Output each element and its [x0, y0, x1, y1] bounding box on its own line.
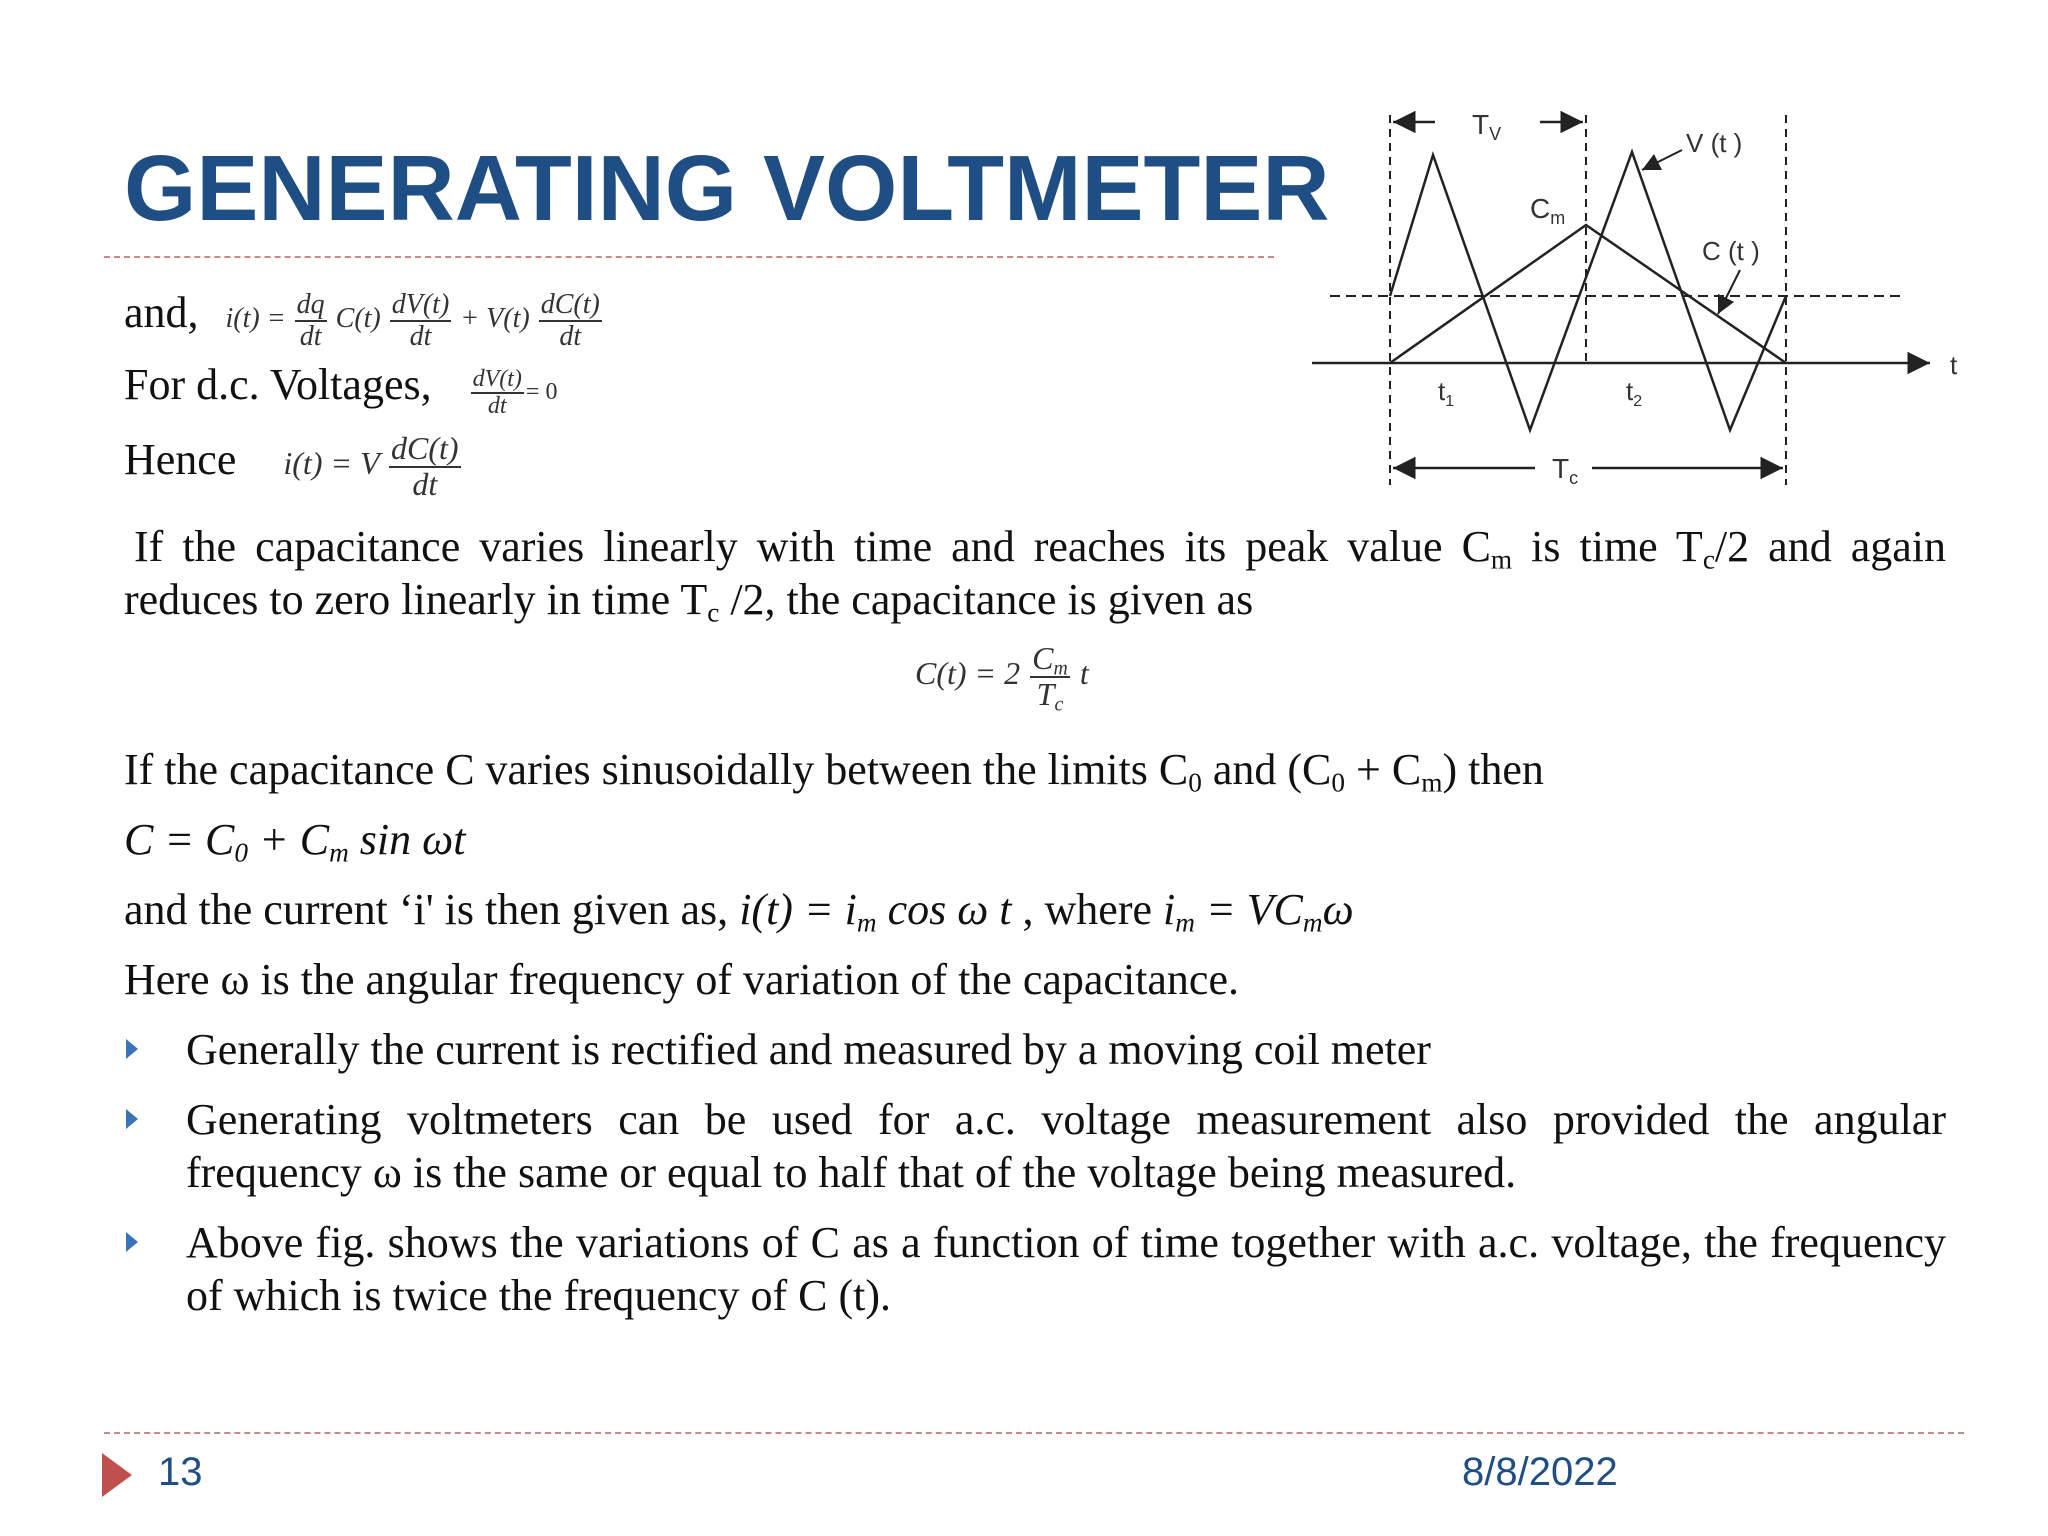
tc-label: $T_c$: [1552, 453, 1579, 488]
cm-label: $C_m$: [1530, 193, 1566, 228]
line3-prefix: Hence: [124, 434, 237, 484]
bullet-item-3: Above fig. shows the variations of C as a function of time together with a.c. voltage, the frequency of which is twice the frequency of C (t).: [124, 1216, 1946, 1322]
hence-equation: i(t) = V $\frac{dC(t)}{dt}$: [283, 430, 459, 502]
dc-voltage-equation: $\frac{dV(t)}{dt}$ = 0: [472, 366, 558, 420]
voltage-waveform: [1390, 152, 1786, 430]
sinusoidal-capacitance-paragraph: If the capacitance C varies sinusoidally between the limits $C_0$ and $(C_0 + C_m)$ then: [124, 745, 1544, 798]
bullet-item-1: Generally the current is rectified and measured by a moving coil meter: [124, 1023, 1946, 1076]
line2-prefix: For d.c. Voltages,: [124, 360, 432, 409]
ct-label: C (t ): [1702, 236, 1760, 266]
bullet-item-2: Generating voltmeters can be used for a.c. voltage measurement also provided the angular frequency ω is the same or equal to half that of the voltage being measured.: [124, 1093, 1946, 1199]
vt-label: V (t ): [1686, 128, 1743, 158]
bullet-arrow-icon: [126, 1109, 138, 1129]
linear-capacitance-paragraph: If the capacitance varies linearly with time and reaches its peak value $C_m$ is time $T_c/2$ and again reduces to zero linearly in time $T_c$ /2, the capacitance is given as: [124, 522, 1946, 628]
footer-divider: [104, 1432, 1964, 1434]
capacitance-voltage-waveform-diagram: [1300, 100, 1980, 500]
equation-line-3: [124, 432, 463, 501]
current-equation: i(t) = $\frac{dq}{dt}$ C(t) $\frac{dV(t)}{dt}$ + V(t) $\frac{dC(t)}{dt}$: [225, 289, 600, 352]
footer-triangle-icon: [102, 1453, 132, 1497]
vt-pointer: [1642, 150, 1682, 170]
tv-label: $T_V$: [1472, 109, 1502, 144]
ct-pointer: [1718, 270, 1740, 314]
bullet-arrow-icon: [126, 1039, 138, 1059]
current-paragraph: and the current ‘i' is then given as, $i(t) = i_m$ cos ω t , where $i_m = VC_m\omega$: [124, 885, 1354, 938]
line1-prefix: and,: [124, 288, 199, 337]
slide-title: GENERATING VOLTMETER: [124, 136, 1330, 240]
slide-date: 8/8/2022: [1462, 1450, 1618, 1494]
angular-frequency-paragraph: Here ω is the angular frequency of variation of the capacitance.: [124, 955, 1239, 1004]
title-divider: [104, 256, 1274, 258]
t2-label: $t_2$: [1626, 376, 1643, 410]
t1-label: $t_1$: [1438, 376, 1455, 410]
equation-line-1: [124, 288, 604, 351]
bullet-arrow-icon: [126, 1232, 138, 1252]
t-axis-label: t: [1950, 350, 1958, 380]
sinusoidal-capacitance-equation: $C = C_0 + C_m$ sin ωt: [124, 815, 466, 868]
page-number: 13: [158, 1450, 203, 1494]
linear-capacitance-equation: C(t) = 2 $\frac{C_m}{T_c}$ t: [915, 640, 1089, 716]
equation-line-2: [124, 360, 557, 420]
